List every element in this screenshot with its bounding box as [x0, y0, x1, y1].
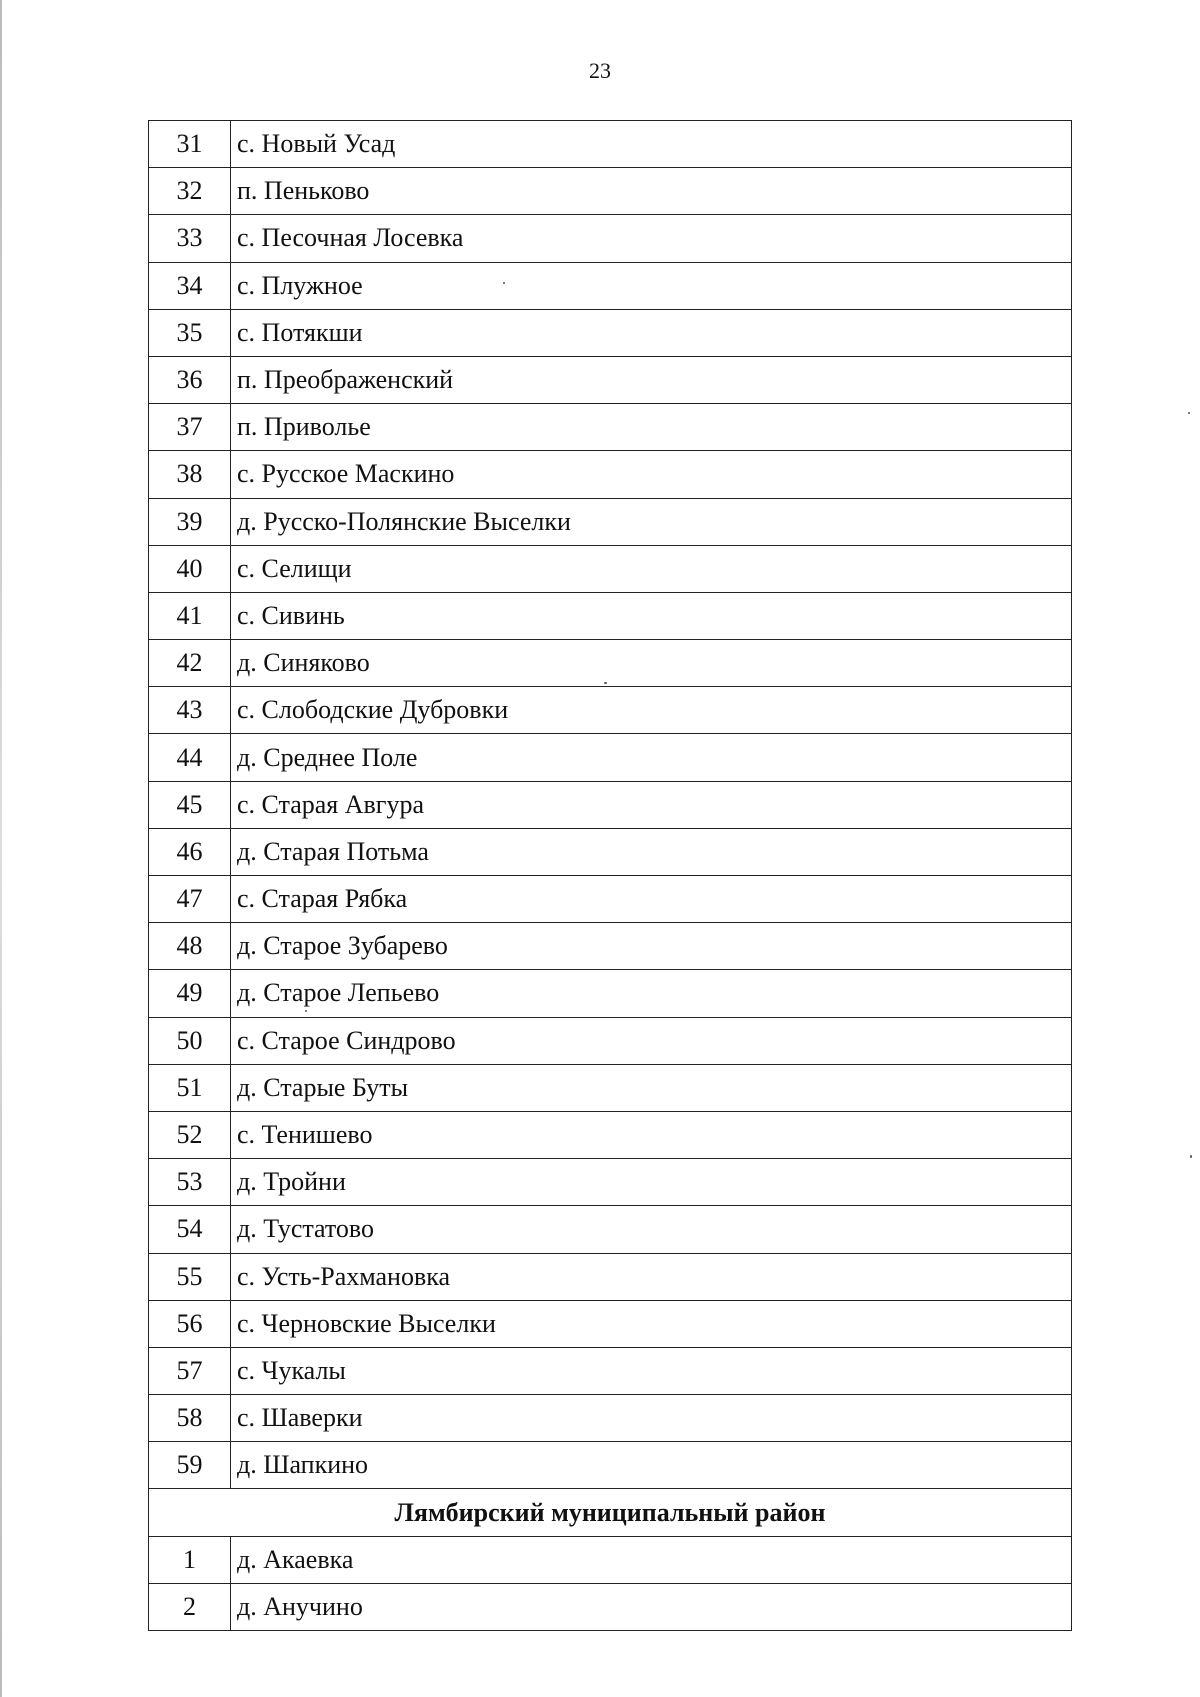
- settlement-name: д. Старое Лепьево: [231, 970, 1072, 1017]
- settlements-table: [148, 120, 1072, 1631]
- settlement-name: д. Старое Зубарево: [231, 923, 1072, 970]
- scan-speck: [1188, 412, 1190, 414]
- settlement-name: с. Сивинь: [231, 592, 1072, 639]
- table-row: [149, 640, 1072, 687]
- row-number: 52: [149, 1111, 231, 1158]
- settlement-name: с. Плужное: [231, 262, 1072, 309]
- scan-speck: [305, 1010, 307, 1012]
- settlement-name: с. Слободские Дубровки: [231, 687, 1072, 734]
- row-number: 55: [149, 1253, 231, 1300]
- row-number: 33: [149, 215, 231, 262]
- table-row: [149, 970, 1072, 1017]
- settlement-name: п. Пеньково: [231, 168, 1072, 215]
- settlement-name: д. Шапкино: [231, 1442, 1072, 1489]
- row-number: 1: [149, 1536, 231, 1583]
- table-row: [149, 1206, 1072, 1253]
- row-number: 47: [149, 876, 231, 923]
- settlement-name: с. Старая Авгура: [231, 781, 1072, 828]
- settlement-name: с. Чукалы: [231, 1347, 1072, 1394]
- table-row: [149, 734, 1072, 781]
- settlement-name: с. Усть-Рахмановка: [231, 1253, 1072, 1300]
- row-number: 48: [149, 923, 231, 970]
- row-number: 39: [149, 498, 231, 545]
- row-number: 38: [149, 451, 231, 498]
- row-number: 40: [149, 545, 231, 592]
- settlement-name: с. Песочная Лосевка: [231, 215, 1072, 262]
- row-number: 41: [149, 592, 231, 639]
- settlement-name: д. Анучино: [231, 1583, 1072, 1630]
- settlements-table-body: [149, 121, 1072, 1631]
- table-row: [149, 121, 1072, 168]
- table-row: [149, 1159, 1072, 1206]
- table-row: [149, 1017, 1072, 1064]
- row-number: 31: [149, 121, 231, 168]
- row-number: 37: [149, 404, 231, 451]
- row-number: 49: [149, 970, 231, 1017]
- row-number: 54: [149, 1206, 231, 1253]
- table-row: [149, 1064, 1072, 1111]
- settlement-name: д. Синяково: [231, 640, 1072, 687]
- table-row: [149, 404, 1072, 451]
- row-number: 53: [149, 1159, 231, 1206]
- row-number: 43: [149, 687, 231, 734]
- settlement-name: с. Шаверки: [231, 1395, 1072, 1442]
- row-number: 45: [149, 781, 231, 828]
- settlement-name: д. Тустатово: [231, 1206, 1072, 1253]
- row-number: 56: [149, 1300, 231, 1347]
- table-row: [149, 1536, 1072, 1583]
- table-row: [149, 545, 1072, 592]
- scan-speck: [1190, 1155, 1192, 1158]
- settlement-name: с. Селищи: [231, 545, 1072, 592]
- row-number: 32: [149, 168, 231, 215]
- table-row: [149, 781, 1072, 828]
- settlement-name: д. Русско-Полянские Выселки: [231, 498, 1072, 545]
- table-row: [149, 356, 1072, 403]
- settlement-name: д. Среднее Поле: [231, 734, 1072, 781]
- table-row: [149, 923, 1072, 970]
- district-heading-row: [149, 1489, 1072, 1536]
- settlement-name: д. Старая Потьма: [231, 828, 1072, 875]
- table-row: [149, 876, 1072, 923]
- table-row: [149, 1300, 1072, 1347]
- row-number: 59: [149, 1442, 231, 1489]
- table-row: [149, 1347, 1072, 1394]
- table-row: [149, 262, 1072, 309]
- row-number: 57: [149, 1347, 231, 1394]
- scan-speck: [503, 282, 505, 284]
- settlement-name: п. Приволье: [231, 404, 1072, 451]
- settlement-name: с. Новый Усад: [231, 121, 1072, 168]
- row-number: 36: [149, 356, 231, 403]
- table-row: [149, 1395, 1072, 1442]
- district-heading: Лямбирский муниципальный район: [149, 1489, 1072, 1536]
- settlement-name: с. Черновские Выселки: [231, 1300, 1072, 1347]
- table-row: [149, 1442, 1072, 1489]
- table-row: [149, 215, 1072, 262]
- row-number: 34: [149, 262, 231, 309]
- settlement-name: д. Старые Буты: [231, 1064, 1072, 1111]
- row-number: 51: [149, 1064, 231, 1111]
- scan-speck: [604, 682, 607, 684]
- table-row: [149, 1253, 1072, 1300]
- settlement-name: д. Тройни: [231, 1159, 1072, 1206]
- table-row: [149, 451, 1072, 498]
- table-row: [149, 309, 1072, 356]
- settlement-name: с. Старая Рябка: [231, 876, 1072, 923]
- row-number: 58: [149, 1395, 231, 1442]
- settlement-name: с. Русское Маскино: [231, 451, 1072, 498]
- row-number: 35: [149, 309, 231, 356]
- row-number: 50: [149, 1017, 231, 1064]
- settlement-name: д. Акаевка: [231, 1536, 1072, 1583]
- table-row: [149, 498, 1072, 545]
- table-row: [149, 687, 1072, 734]
- row-number: 46: [149, 828, 231, 875]
- table-row: [149, 168, 1072, 215]
- table-row: [149, 828, 1072, 875]
- table-row: [149, 1583, 1072, 1630]
- settlement-name: с. Потякши: [231, 309, 1072, 356]
- settlement-name: п. Преображенский: [231, 356, 1072, 403]
- row-number: 42: [149, 640, 231, 687]
- row-number: 2: [149, 1583, 231, 1630]
- table-row: [149, 592, 1072, 639]
- page-number: 23: [589, 58, 611, 83]
- settlement-name: с. Старое Синдрово: [231, 1017, 1072, 1064]
- settlement-name: с. Тенишево: [231, 1111, 1072, 1158]
- row-number: 44: [149, 734, 231, 781]
- table-row: [149, 1111, 1072, 1158]
- scan-left-edge: [0, 0, 2, 1697]
